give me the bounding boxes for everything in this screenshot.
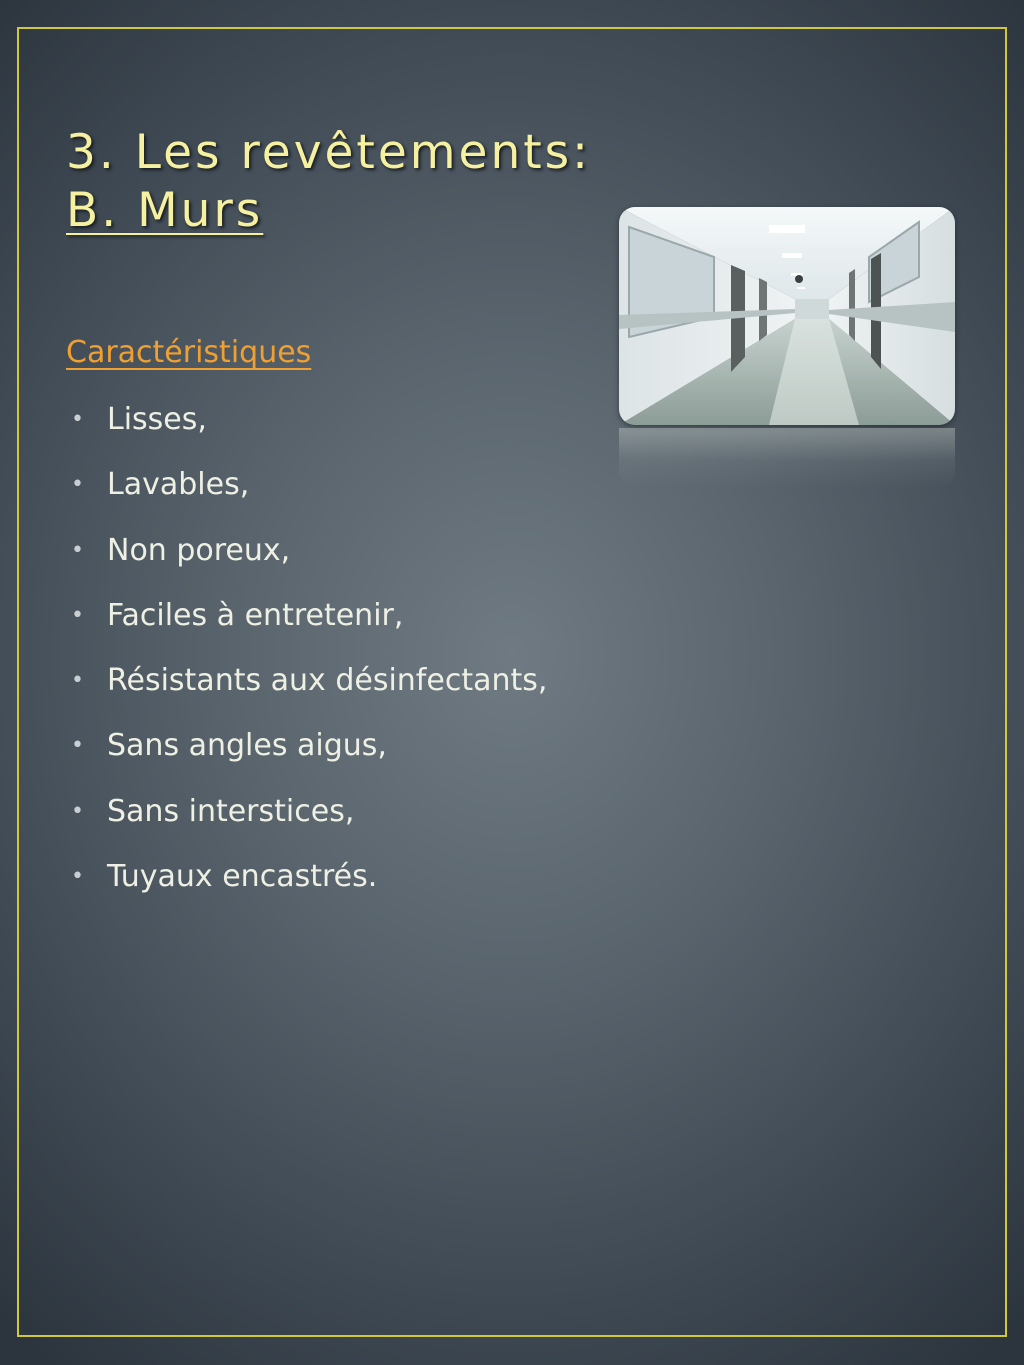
list-item-text: Tuyaux encastrés. [107, 859, 378, 895]
list-item [66, 594, 547, 659]
corridor-illustration [619, 207, 955, 425]
bullet-icon: • [71, 537, 84, 563]
list-item [66, 529, 547, 594]
list-item [66, 398, 547, 463]
section-heading: Caractéristiques [66, 335, 312, 370]
list-item-text: Sans angles aigus, [107, 728, 387, 764]
title-line-1: 3. Les revêtements: [66, 125, 592, 180]
title-line-2: B. Murs [66, 183, 264, 238]
bullet-icon: • [71, 407, 84, 432]
bullet-icon: • [71, 798, 84, 824]
bullet-icon: • [71, 668, 84, 694]
photo-reflection [619, 428, 955, 488]
list-item [66, 790, 547, 855]
list-item [66, 463, 547, 528]
list-item [66, 659, 547, 724]
list-item-text: Sans interstices, [107, 793, 355, 829]
characteristics-list [66, 398, 547, 920]
bullet-icon: • [71, 733, 84, 759]
bullet-icon: • [71, 472, 84, 498]
list-item-text: Résistants aux désinfectants, [107, 663, 548, 699]
list-item [66, 724, 547, 789]
list-item-text: Lisses, [107, 402, 207, 437]
hospital-corridor-photo [619, 207, 955, 425]
slide-title [66, 124, 591, 240]
list-item-text: Faciles à entretenir, [107, 597, 404, 633]
list-item-text: Lavables, [107, 467, 250, 503]
bullet-icon: • [71, 864, 84, 890]
list-item [66, 855, 547, 920]
bullet-icon: • [71, 602, 84, 628]
list-item-text: Non poreux, [107, 532, 291, 568]
